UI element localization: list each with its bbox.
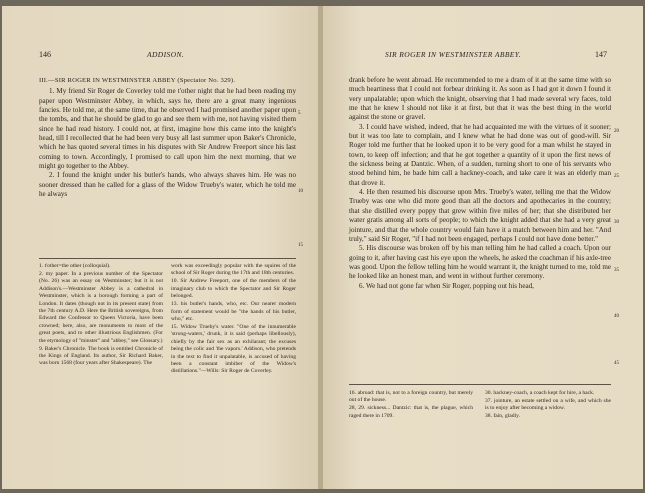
essay-heading: III.—SIR ROGER IN WESTMINSTER ABBEY (Spectator No. 329).: [39, 77, 236, 84]
line-number: 5: [298, 111, 301, 116]
footnote: 15. Widow Trueby's water. "One of the innumerable 'strong-waters,' drunk, it is said (perhaps libellously), chiefly by the fair sex as an exhilarant; the excuses being the colic and 'the vapors.' Addison, who pretends in the text to find it unpalatable, is accused of having been a constant imbiber of the Widow's distillations."—Wills: Sir Roger de Coverley.: [171, 324, 296, 375]
paragraph: 4. He then resumed his discourse upon Mrs. Trueby's water, telling me that the Widow Trueby was one who did more good than all the doctors and apothecaries in the country; that she distilled every poppy that grew within five miles of her; that she distributed her water gratis among all sorts of people; to which the knight added that she had a very great jointure, and that the whole country would fain have it a match between him and her. "And truly," said Sir Roger, "if I had not been engaged, perhaps I could not have done better.": [349, 188, 611, 243]
footnote: work was exceedingly popular with the squires of the school of Sir Roger during the 17th and 18th centuries.: [171, 263, 296, 277]
left-page: [2, 6, 320, 489]
line-number: 45: [614, 361, 619, 366]
line-number: 10: [298, 189, 303, 194]
main-text: [39, 76, 296, 199]
paragraph: drank before he went abroad. He recommended to me a dram of it at the same time with so much heartiness that I could not forbear drinking it. As soon as I had got it down I found it very unpalatable; upon which the knight, observing that I had made several wry faces, told me that he knew I should not like it at first, but that it was the best thing in the world against the stone or gravel.: [349, 76, 611, 122]
footnotes-col-1: [39, 263, 163, 368]
footnotes: [39, 263, 296, 478]
footnote: 10. Sir Andrew Freeport, one of the members of the imaginary club to which the Spectator and Sir Roger belonged.: [171, 278, 296, 300]
page-number: 146: [39, 50, 51, 59]
footnote: 38. fain, gladly.: [485, 413, 520, 420]
paragraph: 2. I found the knight under his butler's hands, who always shaves him. He was no sooner dressed than he called for a glass of the Widow Trueby's water, which he told me he always: [39, 171, 296, 199]
paragraph: 1. My friend Sir Roger de Coverley told me t'other night that he had been reading my paper upon Westminster Abbey, in which, says he, there are a great many ingenious fancies. He told me, at the same time, that he observed I had promised another paper upon the tombs, and that he should be glad to go and see them with me, not having visited them since he had read history. I could not, at first, imagine how this came into the knight's head, till I recollected that he had been very busy all last summer upon Baker's Chronicle, which he has quoted several times in his disputes with Sir Andrew Freeport since his last coming to town. Accordingly, I promised to call upon him the next morning, that we might go together to the Abbey.: [39, 87, 296, 171]
line-number: 40: [614, 314, 619, 319]
footnotes-col-2: [485, 390, 611, 421]
footnote: 30. hackney-coach, a coach kept for hire, a hack.: [485, 390, 595, 396]
footnote: 1. t'other=the other (colloquial).: [39, 263, 111, 269]
line-number: 25: [614, 174, 619, 179]
footnotes-col-1: [349, 390, 473, 421]
footnote: 16. abroad: that is, not to a foreign country, but merely out of the house.: [349, 390, 473, 404]
footnote: 13. his butler's hands, who, etc. Our nearer modern form of statement would be "the hands of his butler, who," etc.: [171, 301, 296, 323]
footnote-rule: [349, 384, 611, 385]
right-page: [323, 6, 643, 489]
footnote-rule: [39, 258, 296, 259]
footnote: 2. my paper. In a previous number of the Spectator (No. 26) was an essay on Westminster; but it is not Addison's.—Westminster Abbey is a cathedral in Westminster, which is a borough forming a part of London. It dates (though not in its present state) from the 7th century A.D. Here the British sovereigns, from Edward the Confessor to Queen Victoria, have been crowned; here, also, are monuments to most of the great poets, and to other illustrious Englishmen. (For the etymology of "minster" and "abbey," see Glossary.): [39, 271, 163, 344]
line-number: 15: [298, 243, 303, 248]
line-number: 35: [614, 268, 619, 273]
footnote: 37. jointure, an estate settled on a wife, and which she is to enjoy after becoming a widow.: [485, 398, 611, 412]
footnotes: [349, 390, 611, 480]
running-head: SIR ROGER IN WESTMINSTER ABBEY.: [385, 50, 521, 59]
paragraph: 6. We had not gone far when Sir Roger, popping out his head,: [359, 281, 534, 290]
running-head: ADDISON.: [147, 50, 185, 59]
footnote: 9. Baker's Chronicle. The book is entitled Chronicle of the Kings of England. Its author, Sir Richard Baker, was born 1568 (four years after Shakespeare). The: [39, 345, 163, 367]
footnote: 28, 29. sickness... Dantzic: that is, the plague, which raged there in 1709.: [349, 405, 473, 419]
main-text: [349, 76, 611, 291]
paragraph: 3. I could have wished, indeed, that he had acquainted me with the virtues of it sooner; but it was too late to complain, and I knew what he had done was out of good-will. Sir Roger told me further that he looked upon it to be very good for a man whilst he stayed in town, to keep off infection; and that he got together a quantity of it upon the first news of the sickness being at Dantzic. When, of a sudden, turning short to one of his servants who stood behind him, he bade him call a hackney-coach, and take care it was an elderly man that drove it.: [349, 122, 611, 187]
line-number: 30: [614, 220, 619, 225]
paragraph: 5. His discourse was broken off by his man telling him he had called a coach. Upon our going to it, after having cast his eye upon the wheels, he asked the coachman if his axle-tree was good. Upon the fellow telling him he would warrant it, the knight turned to me, told me he looked like an honest man, and went in without further ceremony.: [349, 244, 611, 281]
line-number: 20: [614, 129, 619, 134]
footnotes-col-2: [171, 263, 296, 376]
page-number: 147: [595, 50, 607, 59]
